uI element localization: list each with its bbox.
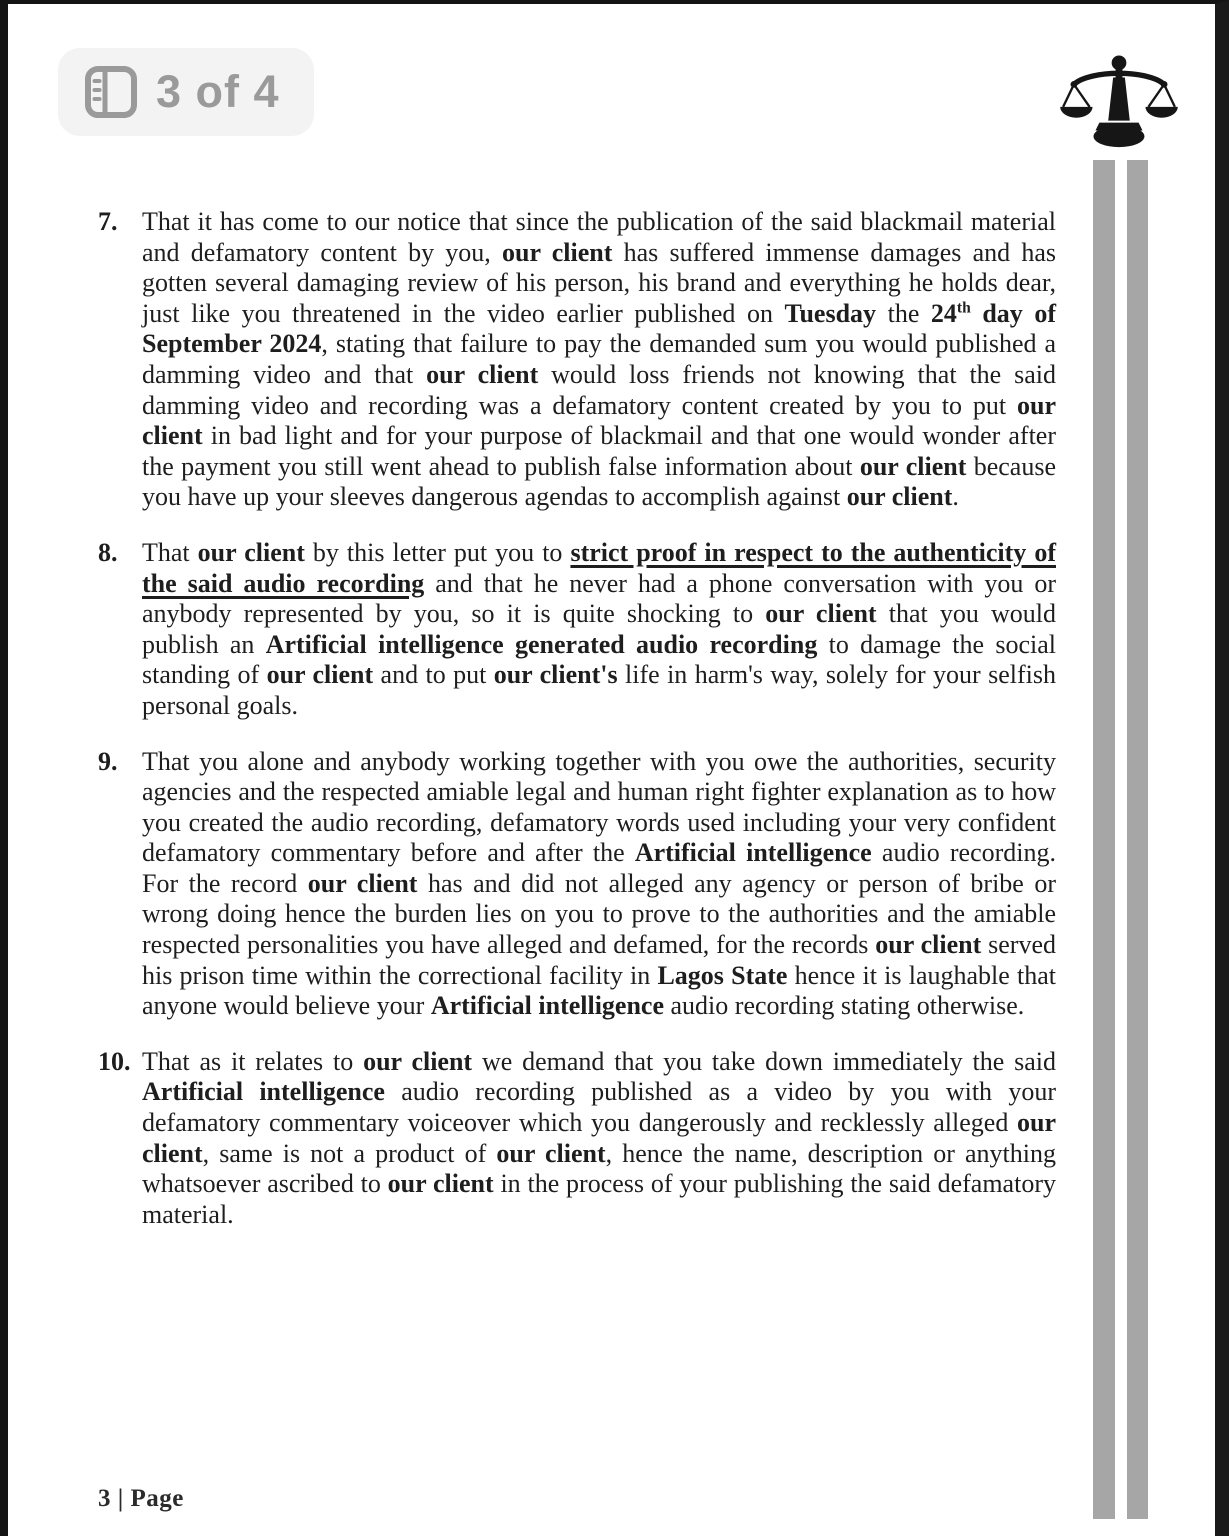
text-run: our client bbox=[846, 482, 953, 512]
text-run: audio recording. For the record bbox=[142, 838, 1057, 898]
text-run: our client bbox=[142, 1108, 1056, 1168]
text-run: 24 bbox=[930, 298, 957, 328]
text-run: Artificial intelligence bbox=[142, 1077, 385, 1107]
text-run: our client bbox=[142, 390, 1056, 451]
text-run: Artificial intelligence bbox=[634, 838, 872, 868]
paragraph bbox=[98, 538, 1056, 722]
text-run: and to put bbox=[373, 660, 494, 690]
text-run: our client's bbox=[493, 660, 618, 690]
text-run: th bbox=[956, 299, 971, 317]
text-run: our client bbox=[859, 451, 967, 481]
text-run: Artificial intelligence bbox=[430, 991, 665, 1021]
text-run: we demand that you take down immediately the said bbox=[472, 1046, 1057, 1076]
text-run: life in harm's way, solely for your selfish personal goals. bbox=[142, 660, 1056, 720]
page-indicator[interactable] bbox=[58, 48, 314, 136]
text-run: That it has come to our notice that since the publication of the said blackmail material and defamatory content by you, bbox=[142, 207, 1056, 267]
paragraph-text bbox=[142, 538, 1056, 722]
text-run: our client bbox=[197, 537, 305, 567]
paragraph-number: 8. bbox=[98, 537, 118, 567]
decorative-stripe-left bbox=[1093, 160, 1115, 1519]
paragraph-number: 9. bbox=[98, 746, 118, 776]
text-run: . bbox=[952, 482, 959, 512]
text-run: That bbox=[142, 537, 198, 567]
text-run: Tuesday bbox=[784, 298, 877, 328]
page-footer: 3 | Page bbox=[98, 1485, 184, 1512]
text-run: our client bbox=[426, 359, 539, 389]
text-run: strict proof in respect to the authenticity of the said audio recording bbox=[142, 537, 1056, 598]
paragraph bbox=[98, 207, 1056, 513]
text-run: that you would publish an bbox=[142, 599, 1056, 659]
reader-icon bbox=[84, 65, 138, 119]
scales-of-justice-icon bbox=[1059, 54, 1179, 152]
paragraph bbox=[98, 747, 1056, 1022]
text-run: , hence the name, description or anything whatsoever ascribed to bbox=[142, 1138, 1056, 1199]
text-run: has and did not alleged any agency or person of bribe or wrong doing hence the burden lies on you to prove to the authorities and the amiable respected personalities you have alleged and defamed, for the records bbox=[142, 868, 1056, 960]
text-run: , stating that failure to pay the demanded sum you would published a damming video and that bbox=[142, 329, 1056, 389]
paragraph bbox=[98, 1047, 1056, 1231]
text-run: That as it relates to bbox=[142, 1046, 364, 1076]
paragraph-number: 7. bbox=[98, 207, 118, 236]
text-run: has suffered immense damages and has gotten several damaging review of his person, his brand and everything he holds dear, just like you threatened in the video earlier published on bbox=[142, 237, 1057, 328]
text-run: in bad light and for your purpose of blackmail and that one would wonder after the payment you still went ahead to publish false information about bbox=[142, 421, 1056, 481]
text-run: our client bbox=[765, 599, 877, 629]
paragraph-text bbox=[142, 207, 1056, 513]
paragraph-list bbox=[98, 207, 1056, 1255]
decorative-stripe-right bbox=[1127, 160, 1148, 1519]
text-run: our client bbox=[307, 868, 418, 898]
page-indicator-label: 3 of 4 bbox=[156, 66, 280, 117]
text-run: and that he never had a phone conversation with you or anybody represented by you, so it is quite shocking to bbox=[142, 568, 1056, 629]
text-run: audio recording stating otherwise. bbox=[664, 991, 1025, 1021]
text-run: hence it is laughable that anyone would believe your bbox=[142, 960, 1056, 1021]
paragraph-number: 10. bbox=[98, 1046, 131, 1076]
text-run: to damage the social standing of bbox=[142, 629, 1056, 690]
text-run: our client bbox=[266, 660, 374, 690]
paragraph-text bbox=[142, 1047, 1056, 1231]
text-run: Artificial intelligence generated audio recording bbox=[265, 629, 818, 659]
text-run: our client bbox=[496, 1138, 606, 1168]
text-run: our client bbox=[363, 1046, 473, 1076]
text-run: would loss friends not knowing that the said damming video and recording was a defamatory content created by you to put bbox=[142, 359, 1056, 420]
text-run: That you alone and anybody working together with you owe the authorities, security agencies and the respected amiable legal and human right fighter explanation as to how you created the audio recording, defamatory words used including your very confident defamatory commentary before and after the bbox=[142, 746, 1056, 868]
text-run: , same is not a product of bbox=[202, 1138, 497, 1168]
text-run: day of September 2024 bbox=[142, 298, 1057, 359]
text-run: our client bbox=[875, 930, 982, 960]
text-run: by this letter put you to bbox=[304, 537, 571, 567]
text-run: because you have up your sleeves dangerous agendas to accomplish against bbox=[142, 451, 1056, 512]
text-run: the bbox=[876, 298, 931, 328]
text-run: our client bbox=[501, 237, 613, 267]
text-run: served his prison time within the correctional facility in bbox=[142, 930, 1056, 990]
text-run: Lagos State bbox=[657, 960, 788, 990]
text-run: our client bbox=[387, 1169, 494, 1199]
text-run: audio recording published as a video by you with your defamatory commentary voiceover which you dangerously and recklessly alleged bbox=[142, 1077, 1056, 1138]
text-run: in the process of your publishing the said defamatory material. bbox=[142, 1169, 1056, 1229]
paragraph-text bbox=[142, 747, 1056, 1022]
